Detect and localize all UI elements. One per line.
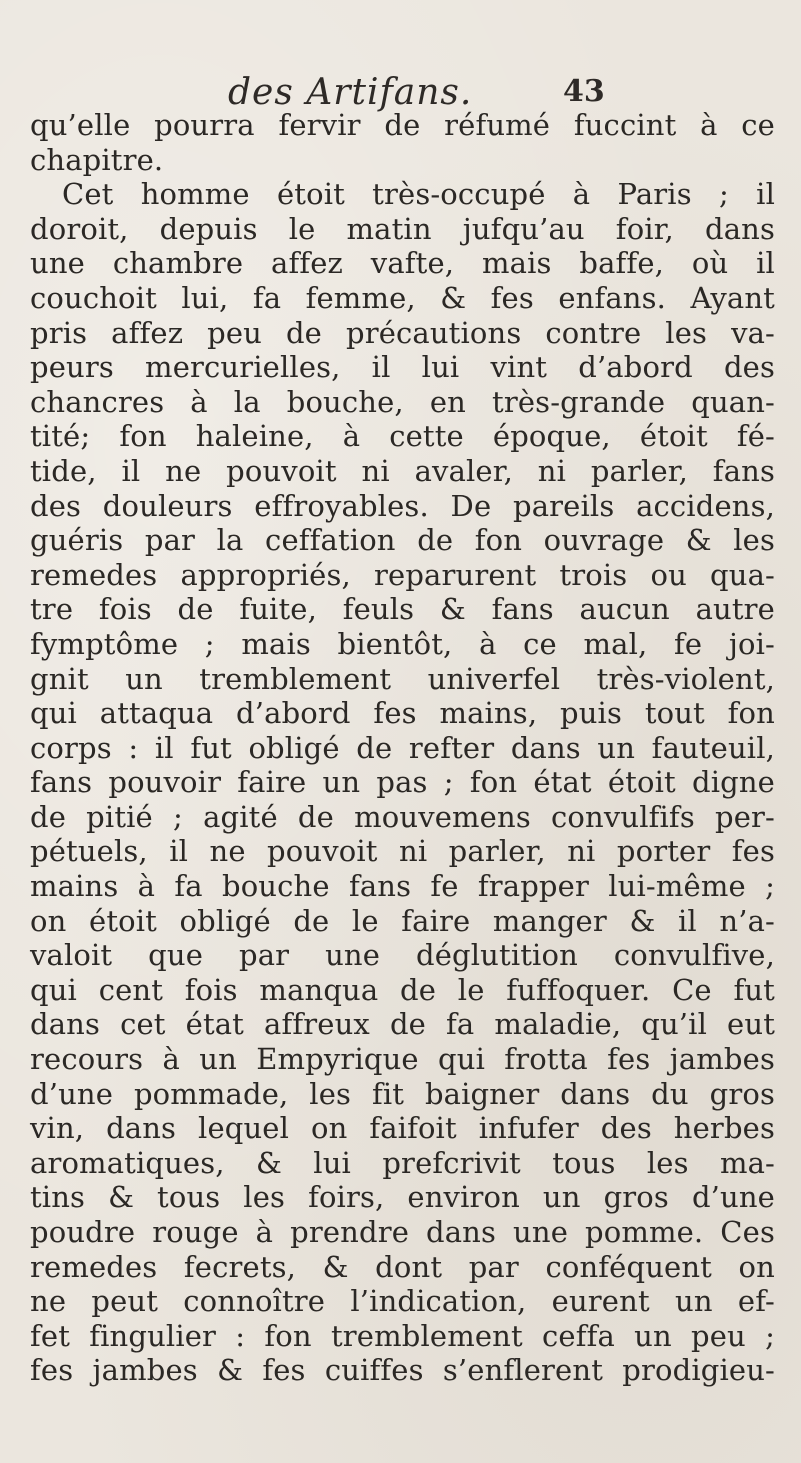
running-title: des Artifans. [228,72,473,113]
text-line: on étoit obligé de le faire manger & il n’a- [30,903,775,938]
text-line: pris affez peu de précautions contre les va- [30,315,775,350]
text-line: de pitié ; agité de mouvemens convulfifs per- [30,799,775,834]
text-line: poudre rouge à prendre dans une pomme. Ces [30,1215,775,1249]
text-line: une chambre affez vafte, mais baffe, où il [30,246,775,281]
text-line: ne peut connoître l’indication, eurent un ef- [30,1284,775,1319]
text-line: couchoit lui, fa femme, & fes enfans. Ayant [30,280,775,315]
body-text [30,108,775,1388]
text-line: Cet homme étoit très-occupé à Paris ; il [62,177,775,212]
text-line: tité; fon haleine, à cette époque, étoit fé- [30,419,775,454]
text-line: fans pouvoir faire un pas ; fon état étoit digne [30,765,775,800]
text-line: guéris par la ceffation de fon ouvrage & les [30,523,775,558]
text-line: qui cent fois manqua de le fuffoquer. Ce fut [30,972,775,1007]
text-line: fet fingulier : fon tremblement ceffa un peu ; [30,1318,775,1353]
text-line: doroit, depuis le matin jufqu’au foir, dans [30,211,775,246]
text-line: gnit un tremblement univerfel très-violent, [30,661,775,696]
text-line: tre fois de fuite, feuls & fans aucun autre [30,592,775,627]
text-line: pétuels, il ne pouvoit ni parler, ni porter fes [30,834,775,869]
page-number: 43 [563,74,605,109]
text-line: d’une pommade, les fit baigner dans du gros [30,1076,775,1111]
text-line: vin, dans lequel on faifoit infufer des herbes [30,1111,775,1146]
text-line: fes jambes & fes cuiffes s’enflerent prodigieu- [30,1353,775,1388]
text-line: remedes appropriés, reparurent trois ou qua- [30,557,775,592]
text-line: chancres à la bouche, en très-grande quan- [30,384,775,419]
text-line: mains à fa bouche fans fe frapper lui-même ; [30,869,775,904]
text-line: tins & tous les foirs, environ un gros d’une [30,1180,775,1215]
text-line: corps : il fut obligé de refter dans un fauteuil, [30,730,775,765]
text-line: valoit que par une déglutition convulfive, [30,938,775,973]
text-line: remedes fecrets, & dont par conféquent on [30,1249,775,1284]
text-line: recours à un Empyrique qui frotta fes jambes [30,1042,775,1077]
text-line: chapitre. [30,142,164,177]
text-line: fymptôme ; mais bientôt, à ce mal, fe joi- [30,626,775,661]
text-line: qu’elle pourra fervir de réfumé fuccint à ce [30,108,775,142]
text-line: tide, il ne pouvoit ni avaler, ni parler, fans [30,453,775,488]
text-line: des douleurs effroyables. De pareils accidens, [30,488,775,523]
text-line: peurs mercurielles, il lui vint d’abord des [30,350,775,385]
text-line: dans cet état affreux de fa maladie, qu’il eut [30,1007,775,1042]
text-line: aromatiques, & lui prefcrivit tous les ma- [30,1145,775,1180]
text-line: qui attaqua d’abord fes mains, puis tout fon [30,696,775,731]
